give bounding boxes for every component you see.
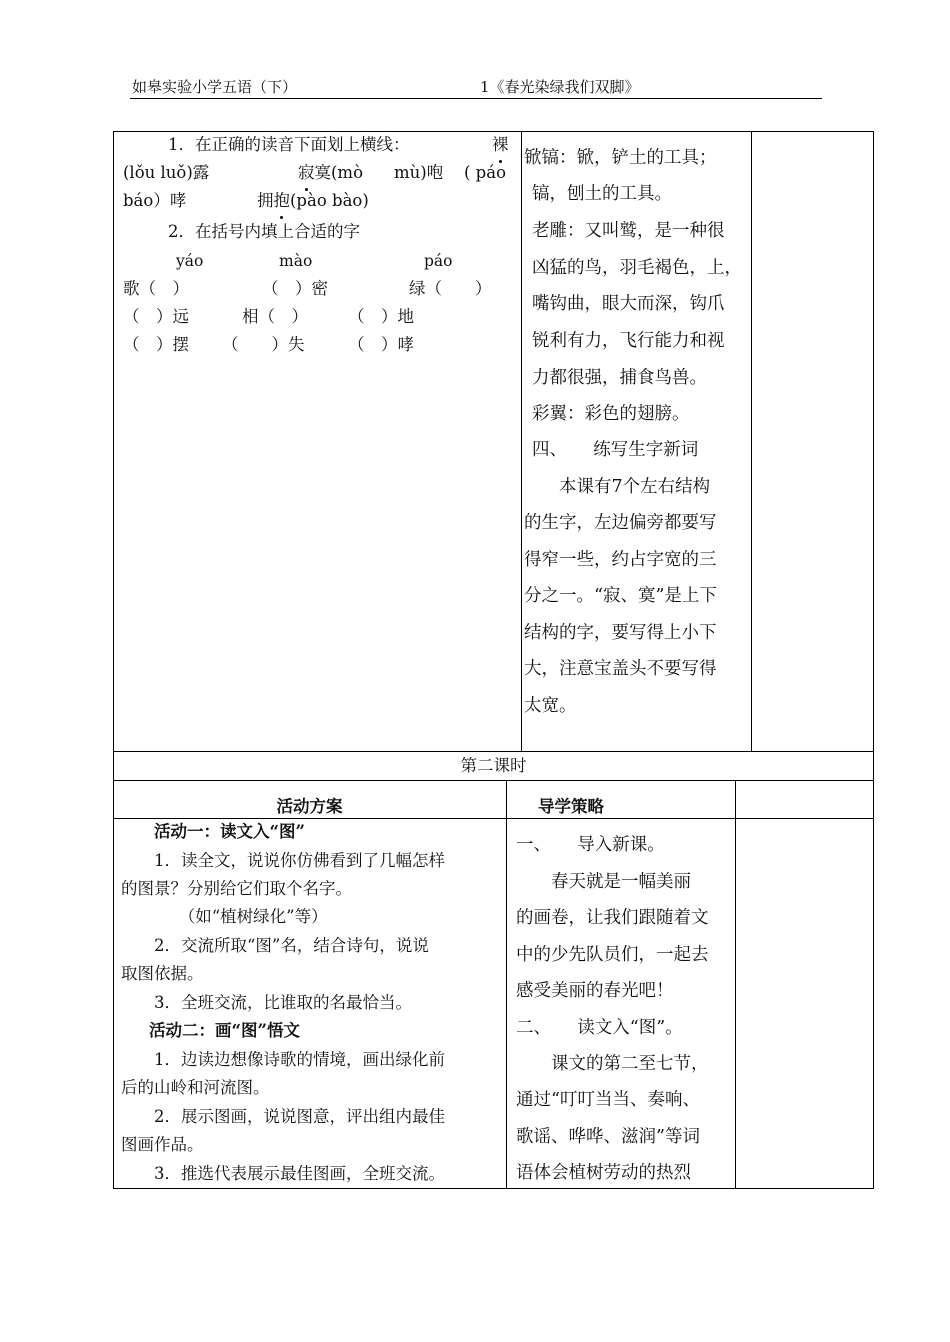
divider xyxy=(751,131,752,752)
lesson2-title: 第二课时 xyxy=(460,756,527,775)
fill-blank: 歌（ ） xyxy=(123,279,189,298)
note-line: 凶猛的鸟，羽毛褐色，上， xyxy=(532,258,742,278)
note-line: 大，注意宝盖头不要写得 xyxy=(524,659,717,679)
q1-bao-pinyin: (pào bào) xyxy=(290,191,369,210)
strategy-line: 中的少先队员们，一起去 xyxy=(516,945,709,965)
pinyin-mao: mào xyxy=(279,252,313,270)
strategy-heading-two: 二、 读文入“图”。 xyxy=(516,1018,683,1038)
fill-blank: （ ）失 xyxy=(222,335,305,354)
header-school: 如皋实验小学五语（下） xyxy=(132,78,298,96)
strategy-line: 通过“叮叮当当、奏响、 xyxy=(516,1090,700,1110)
q1-yong: 拥 xyxy=(257,191,274,210)
pinyin-pao: páo xyxy=(424,252,453,270)
divider xyxy=(506,780,507,1189)
col-header-activities: 活动方案 xyxy=(276,797,343,816)
q1-char-luo: 裸 xyxy=(492,132,509,158)
note-line: 分之一。“寂、寞”是上下 xyxy=(524,586,717,606)
fill-blank: （ ）密 xyxy=(262,279,328,298)
note-line: 彩翼：彩色的翅膀。 xyxy=(532,404,690,424)
strategy-line: 春天就是一幅美丽 xyxy=(516,872,691,892)
fill-blank: （ ）哮 xyxy=(348,335,414,354)
note-line: 的生字，左边偏旁都要写 xyxy=(524,513,717,533)
activity-line: 1．读全文，说说你仿佛看到了几幅怎样 xyxy=(121,851,445,870)
activity-line: 后的山岭和河流图。 xyxy=(121,1078,270,1097)
activity-one-heading: 活动一：读文入“图” xyxy=(121,822,305,841)
fill-blank: （ ）摆 xyxy=(123,335,189,354)
strategy-line: 感受美丽的春光吧！ xyxy=(516,981,674,1001)
q1-lu-pinyin: (lǒu luǒ)露 xyxy=(123,163,210,182)
activity-two-heading: 活动二：画“图”悟文 xyxy=(116,1021,300,1040)
divider xyxy=(113,751,874,752)
header-lesson-title: 1《春光染绿我们双脚》 xyxy=(480,78,640,96)
note-line: 结构的字，要写得上小下 xyxy=(524,623,717,643)
note-line: 太宽。 xyxy=(524,696,577,716)
activity-line: 图画作品。 xyxy=(121,1135,204,1154)
divider xyxy=(113,780,874,781)
note-line: 锐利有力，飞行能力和视 xyxy=(532,331,725,351)
strategy-line: 的画卷，让我们跟随着文 xyxy=(516,908,709,928)
activity-line: 2．展示图画，说说图意，评出组内最佳 xyxy=(121,1107,445,1126)
strategy-heading-one: 一、 导入新课。 xyxy=(516,835,665,855)
pinyin-yao: yáo xyxy=(176,252,204,270)
divider xyxy=(735,780,736,1189)
q1-prompt: 1．在正确的读音下面划上横线： xyxy=(168,135,410,154)
note-line: 锨镐：锨，铲土的工具； xyxy=(524,148,717,168)
note-line: 本课有7个左右结构 xyxy=(524,477,711,497)
fill-blank: （ ）地 xyxy=(348,307,414,326)
q1-char-ji: 寂 xyxy=(298,160,315,186)
note-line: 得窄一些，约占字宽的三 xyxy=(524,550,717,570)
activity-line: 1．边读边想像诗歌的情境，画出绿化前 xyxy=(121,1050,445,1069)
q1-mo-pinyin: 寞(mò xyxy=(314,163,364,182)
activity-line: 2．交流所取“图”名，结合诗句，说说 xyxy=(121,936,429,955)
q1-bao: 抱 xyxy=(274,188,291,214)
fill-blank: 相（ ） xyxy=(242,307,308,326)
strategy-line: 课文的第二至七节， xyxy=(516,1054,709,1074)
activity-line: （如“植树绿化”等） xyxy=(121,907,328,926)
fill-blank: （ ）远 xyxy=(123,307,189,326)
divider xyxy=(521,131,522,752)
note-line: 镐，刨土的工具。 xyxy=(532,184,672,204)
col-header-strategy: 导学策略 xyxy=(538,797,604,816)
activity-line: 3．全班交流，比谁取的名最恰当。 xyxy=(121,993,412,1012)
activity-line: 的图景？分别给它们取个名字。 xyxy=(121,879,352,898)
strategy-line: 语体会植树劳动的热烈 xyxy=(516,1163,691,1183)
note-line: 力都很强，捕食鸟兽。 xyxy=(532,368,707,388)
fill-blank: 绿（ ） xyxy=(409,279,492,298)
q2-prompt: 2．在括号内填上合适的字 xyxy=(168,222,360,241)
activity-line: 取图依据。 xyxy=(121,964,204,983)
activity-line: 3．推选代表展示最佳图画，全班交流。 xyxy=(121,1164,445,1183)
note-line: 嘴钩曲，眼大而深，钩爪 xyxy=(532,294,725,314)
q1-xiao: báo）哮 xyxy=(123,191,187,210)
q1-pao-pinyin: ( páo xyxy=(464,163,507,182)
page-header xyxy=(130,74,822,99)
note-line: 老雕：又叫鹫，是一种很 xyxy=(532,221,725,241)
section-four-heading: 四、 练写生字新词 xyxy=(532,440,699,460)
q1-pao-char: mù)咆 xyxy=(394,163,444,182)
strategy-line: 歌谣、哗哗、滋润”等词 xyxy=(516,1127,700,1147)
